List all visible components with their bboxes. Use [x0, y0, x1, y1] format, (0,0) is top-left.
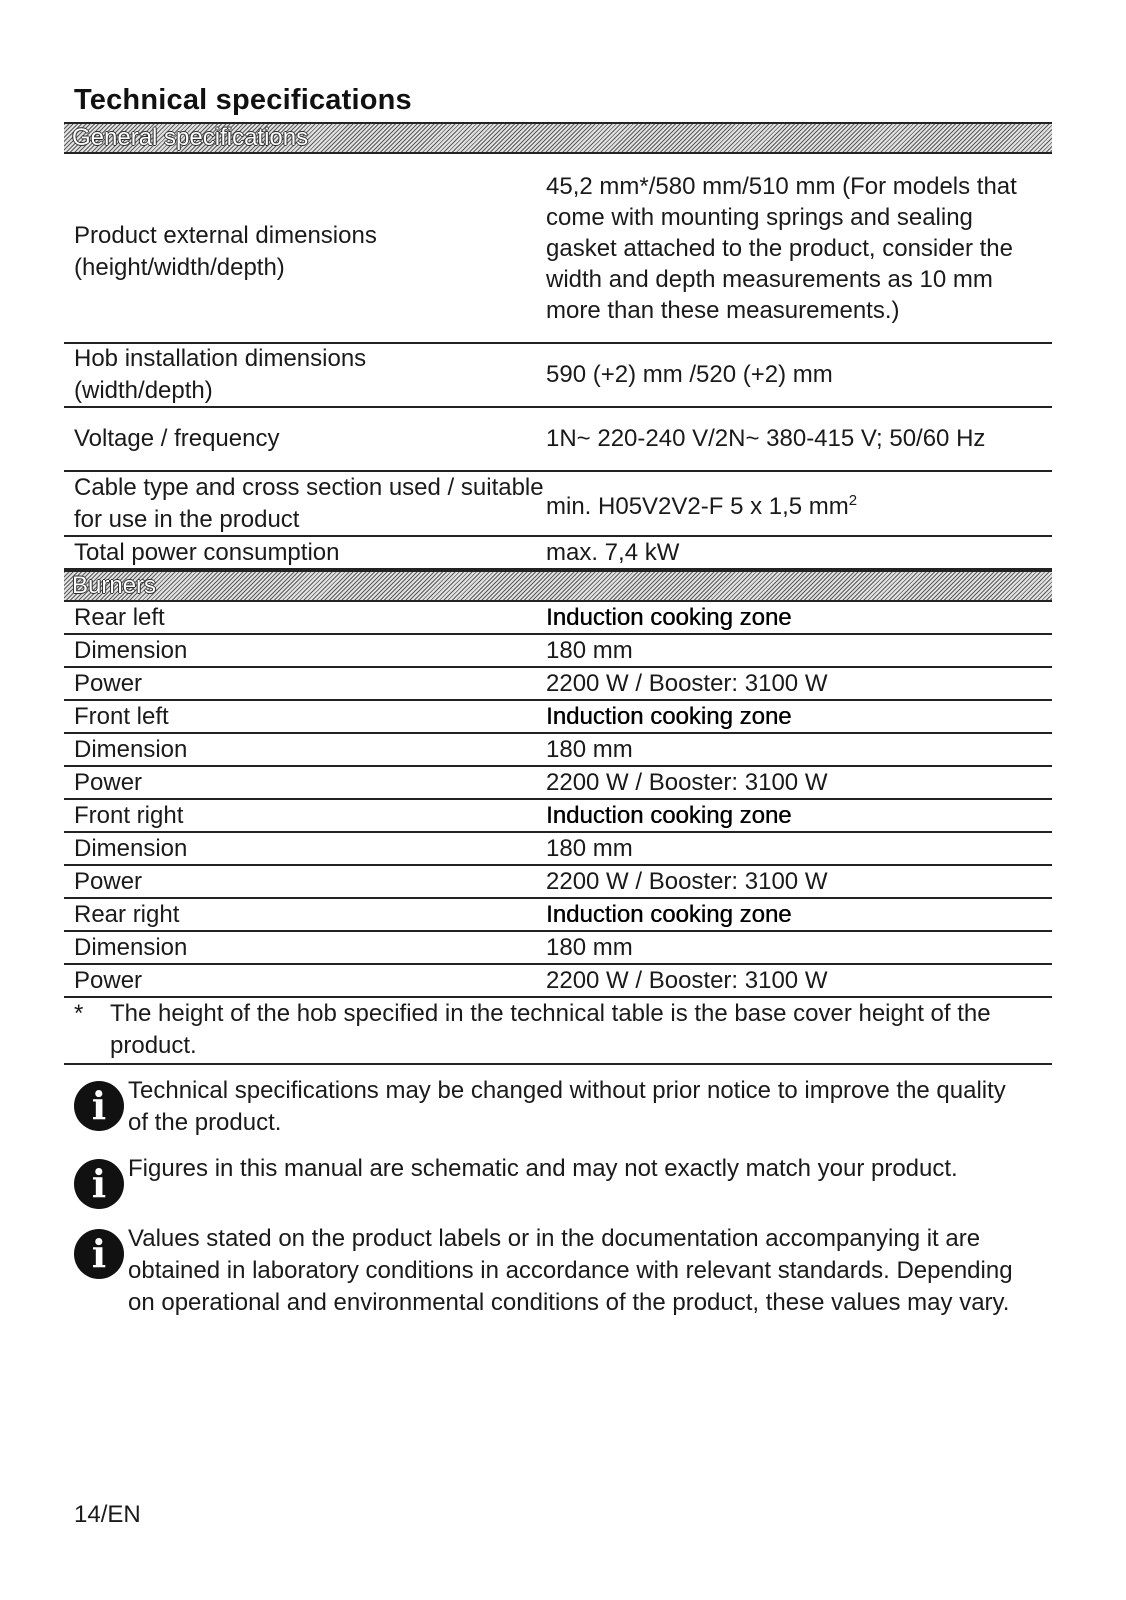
spec-value: 2200 W / Booster: 3100 W	[546, 768, 828, 796]
burner-row-dimension	[64, 932, 1052, 965]
spec-label: Front left	[74, 702, 169, 730]
footnote-marker: *	[74, 1000, 84, 1027]
note-text: Technical specifications may be changed without prior notice to improve the quality of the product.	[128, 1077, 1006, 1136]
spec-value: max. 7,4 kW	[546, 538, 680, 566]
spec-value: 2200 W / Booster: 3100 W	[546, 669, 828, 697]
spec-value: Induction cooking zone	[546, 900, 792, 928]
spec-value: Induction cooking zone	[546, 702, 792, 730]
spec-row-installation-dimensions	[64, 344, 1052, 408]
note-text: Values stated on the product labels or in the documentation accompanying it are obtained in laboratory conditions in accordance with relevant standards. Depending on operational and environmental conditions of the product, these values may vary.	[128, 1225, 1013, 1316]
spec-content	[64, 80, 1052, 1333]
burner-row-dimension	[64, 734, 1052, 767]
spec-value: 180 mm	[546, 933, 633, 961]
spec-row-voltage-frequency	[64, 408, 1052, 472]
spec-label: Dimension	[74, 735, 188, 763]
spec-label: Dimension	[74, 933, 188, 961]
section-heading: Burners	[72, 572, 157, 599]
spec-label: Power	[74, 966, 143, 994]
info-notes	[64, 1075, 1052, 1319]
burner-row-power	[64, 668, 1052, 701]
page-title: Technical specifications	[74, 84, 412, 116]
spec-label: Dimension	[74, 834, 188, 862]
page-number: 14/EN	[74, 1501, 141, 1528]
spec-label: Power	[74, 867, 143, 895]
spec-value: 180 mm	[546, 636, 633, 664]
info-note	[64, 1153, 1052, 1209]
spec-row-total-power	[64, 537, 1052, 570]
spec-label: Cable type and cross section used / suitable for use in the product	[74, 473, 544, 533]
spec-row-cable-type	[64, 472, 1052, 537]
burner-row-front-left	[64, 701, 1052, 734]
burner-row-rear-left	[64, 602, 1052, 635]
footnote-text: The height of the hob specified in the technical table is the base cover height of the product.	[110, 1000, 991, 1059]
spec-value	[546, 485, 1052, 523]
burner-row-rear-right	[64, 899, 1052, 932]
burner-row-dimension	[64, 833, 1052, 866]
spec-label: Front right	[74, 801, 184, 829]
spec-value: 2200 W / Booster: 3100 W	[546, 867, 828, 895]
general-specifications-header	[64, 122, 1052, 154]
spec-label: Total power consumption	[74, 538, 340, 566]
burners-header	[64, 570, 1052, 602]
spec-value: 2200 W / Booster: 3100 W	[546, 966, 828, 994]
spec-label: Product external dimensions (height/width/depth)	[74, 222, 377, 281]
spec-label: Power	[74, 669, 143, 697]
info-icon: i	[74, 1081, 124, 1131]
section-heading: General specifications	[72, 124, 309, 151]
info-note	[64, 1075, 1052, 1139]
info-icon: i	[74, 1159, 124, 1209]
spec-label: Dimension	[74, 636, 188, 664]
spec-value: Induction cooking zone	[546, 603, 792, 631]
spec-value: 1N~ 220-240 V/2N~ 380-415 V; 50/60 Hz	[546, 425, 986, 452]
spec-row-external-dimensions	[64, 154, 1052, 344]
info-icon: i	[74, 1229, 124, 1279]
burner-row-power	[64, 965, 1052, 998]
spec-label: Power	[74, 768, 143, 796]
burner-row-dimension	[64, 635, 1052, 668]
spec-label: Rear right	[74, 900, 180, 928]
table-footnote	[64, 998, 1052, 1065]
spec-value: Induction cooking zone	[546, 801, 792, 829]
spec-value: 45,2 mm*/580 mm/510 mm (For models that come with mounting springs and sealing gasket attached to the product, consider the width and depth measurements as 10 mm more than these measurements.)	[546, 172, 1017, 324]
superscript: 2	[848, 491, 858, 509]
spec-value: 590 (+2) mm /520 (+2) mm	[546, 361, 833, 388]
spec-value: 180 mm	[546, 735, 633, 763]
info-note	[64, 1223, 1052, 1319]
burner-row-front-right	[64, 800, 1052, 833]
spec-label: Rear left	[74, 603, 165, 631]
burner-row-power	[64, 767, 1052, 800]
spec-label: Hob installation dimensions (width/depth)	[74, 345, 367, 404]
burner-row-power	[64, 866, 1052, 899]
spec-value: 180 mm	[546, 834, 633, 862]
spec-label: Voltage / frequency	[74, 425, 280, 452]
cable-value-text: min. H05V2V2-F 5 x 1,5 mm	[546, 492, 849, 520]
note-text: Figures in this manual are schematic and may not exactly match your product.	[128, 1155, 958, 1182]
